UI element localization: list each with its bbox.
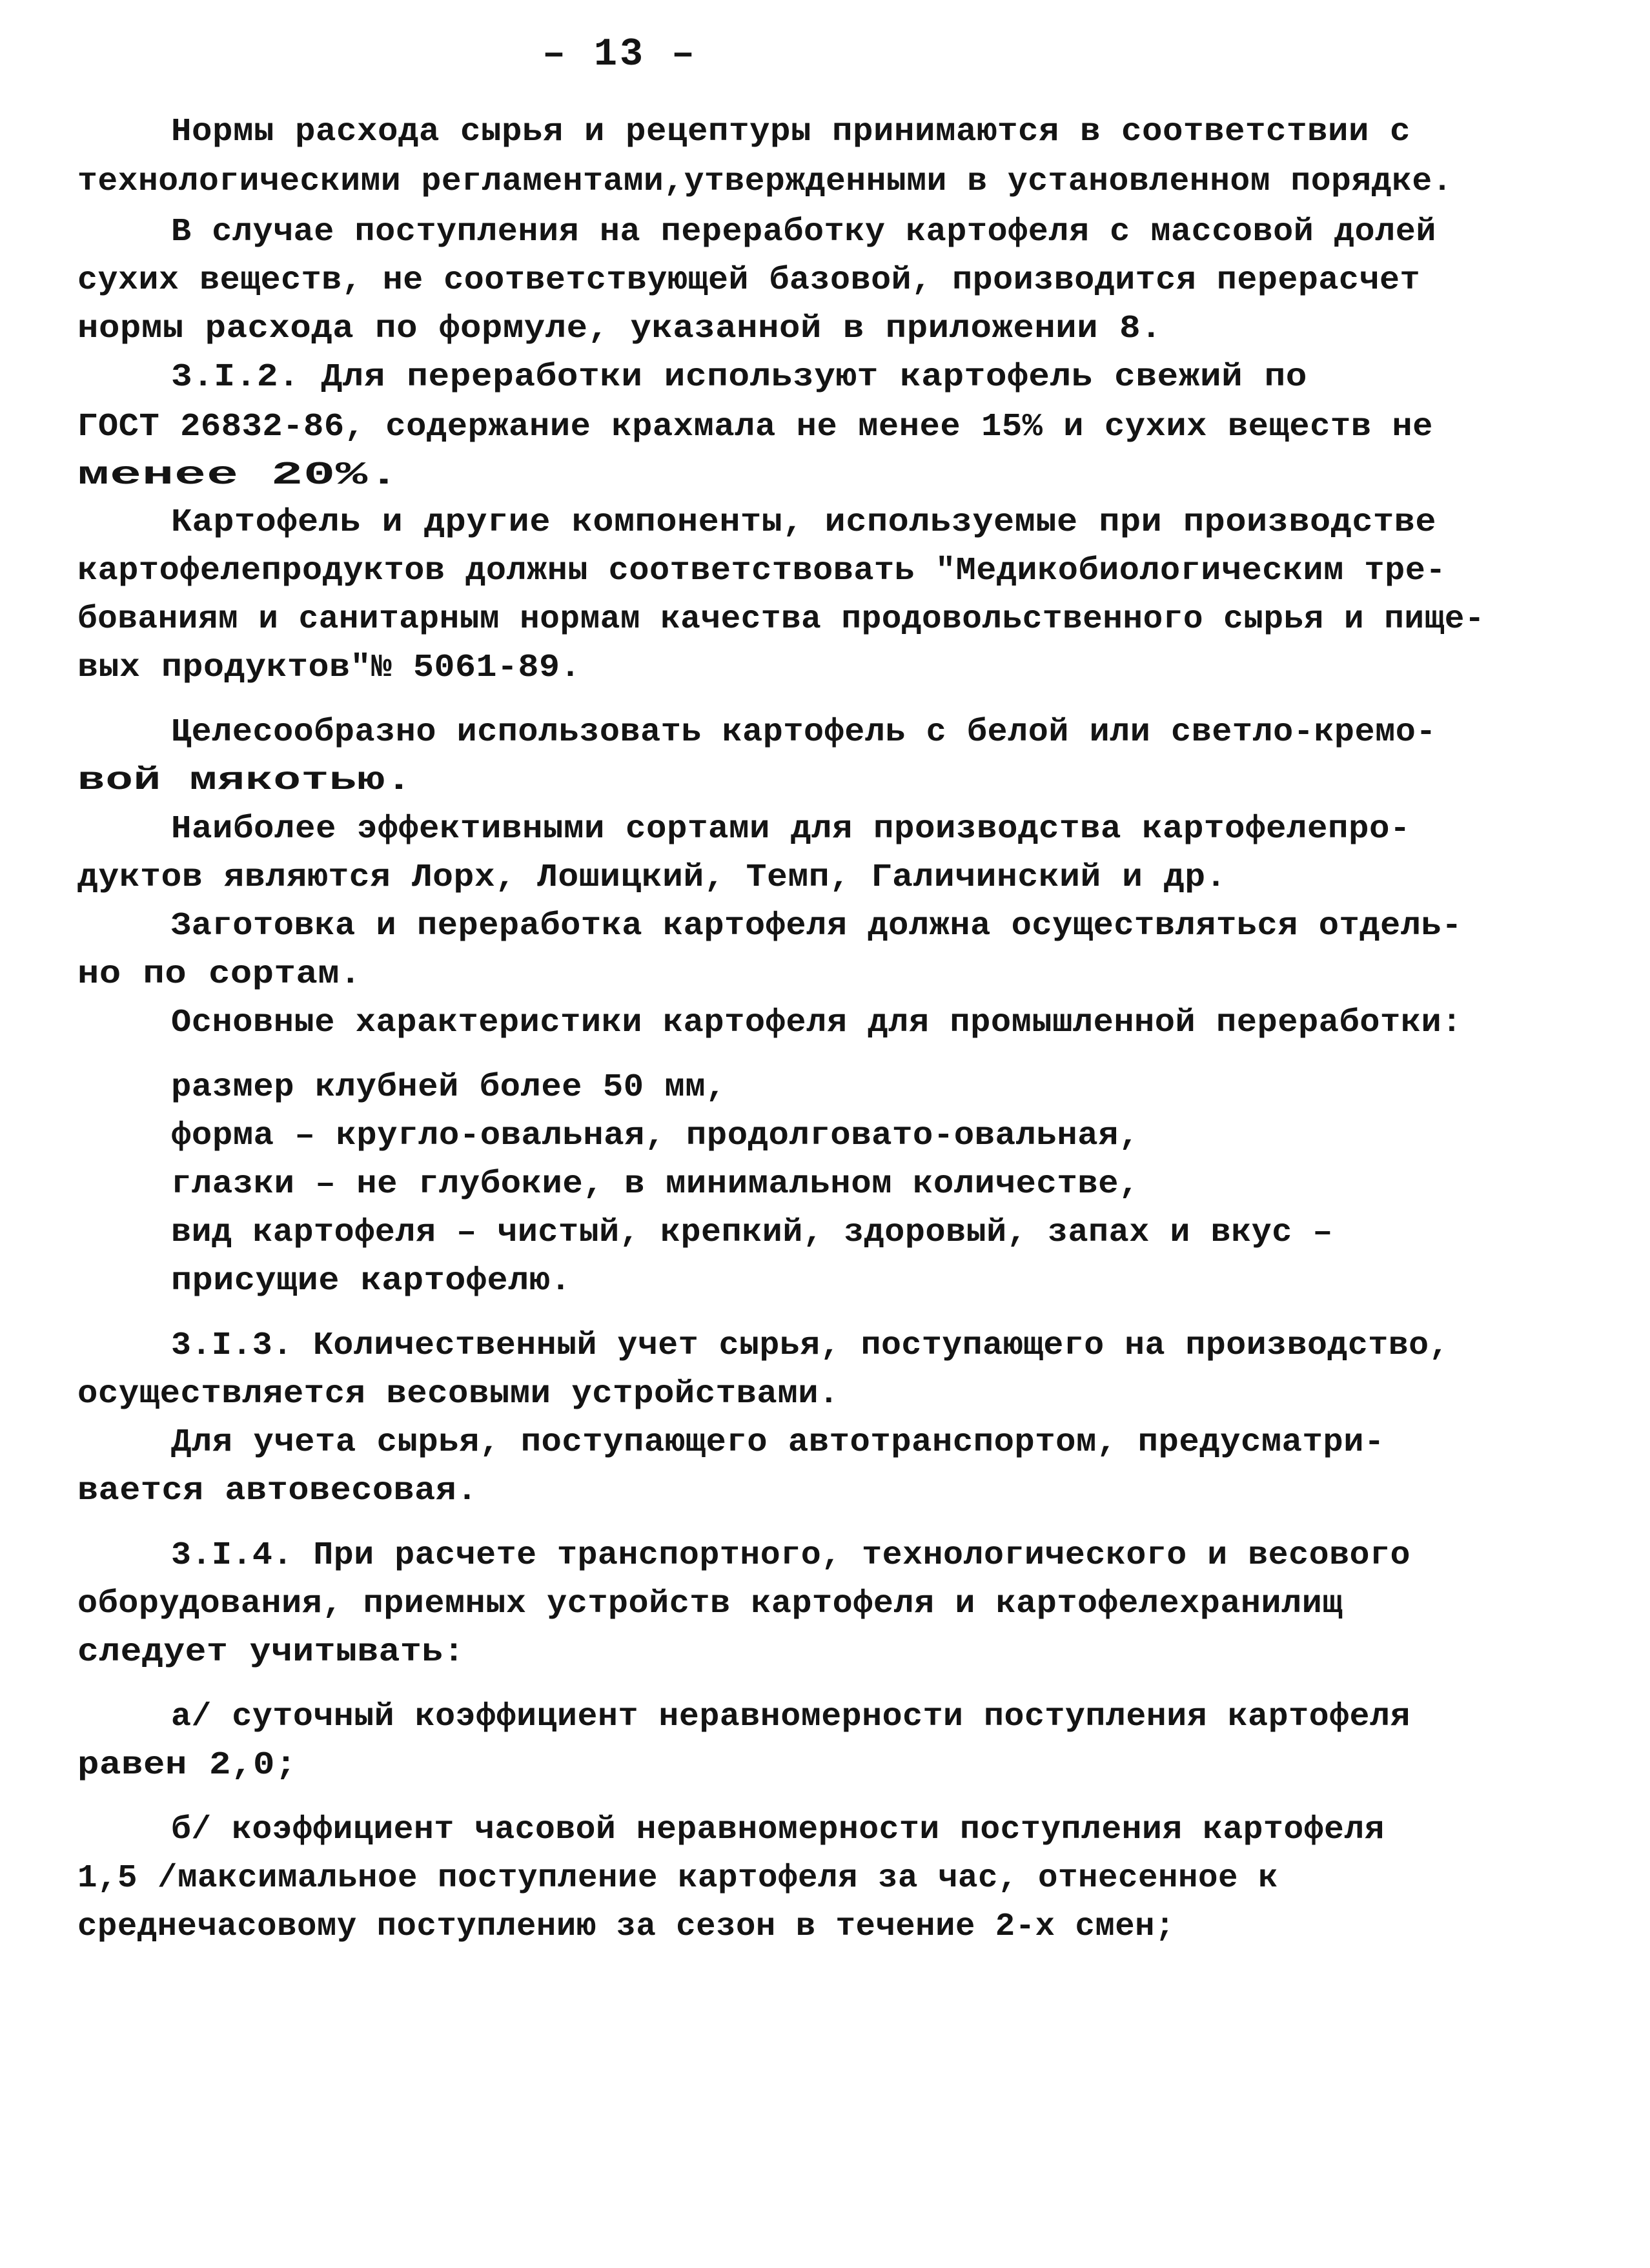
text-line: осуществляется весовыми устройствами. [77,1376,839,1413]
text-line: технологическими регламентами,утвержденными в установленном порядке. [77,163,1452,200]
text-line: среднечасовому поступлению за сезон в течение 2-х смен; [77,1908,1175,1945]
text-line: Нормы расхода сырья и рецептуры принимаются в соответствии с [171,114,1411,150]
text-line: картофелепродуктов должны соответствовать "Медикобиологическим тре- [77,553,1446,589]
text-line: присущие картофелю. [171,1263,571,1300]
text-line: оборудования, приемных устройств картофеля и картофелехранилищ [77,1586,1343,1622]
text-line: б/ коэффициент часовой неравномерности поступления картофеля [171,1812,1385,1848]
text-line: глазки – не глубокие, в минимальном количестве, [171,1166,1139,1203]
text-line: ГОСТ 26832-86, содержание крахмала не менее 15% и сухих веществ не [77,409,1433,445]
text-line: следует учитывать: [77,1634,465,1671]
text-line: менее 20%. [77,457,400,494]
text-line: нормы расхода по формуле, указанной в приложении 8. [77,311,1162,347]
text-line: размер клубней более 50 мм, [171,1069,726,1106]
text-line: Заготовка и переработка картофеля должна осуществляться отдель- [171,908,1462,945]
text-line: вых продуктов"№ 5061-89. [77,649,581,686]
text-line: Наиболее эффективными сортами для производства картофелепро- [171,811,1411,848]
text-line: В случае поступления на переработку картофеля с массовой долей [171,214,1436,250]
page-number: – 13 – [542,33,698,77]
text-line: 3.I.3. Количественный учет сырья, поступающего на производство, [171,1327,1449,1364]
text-line: 3.I.2. Для переработки используют картофель свежий по [171,359,1307,396]
text-line: вид картофеля – чистый, крепкий, здоровый, запах и вкус – [171,1214,1333,1251]
text-line: Основные характеристики картофеля для промышленной переработки: [171,1005,1462,1041]
text-line: равен 2,0; [77,1747,297,1784]
text-line: 1,5 /максимальное поступление картофеля за час, отнесенное к [77,1860,1278,1897]
text-line: вается автовесовая. [77,1473,478,1509]
text-line: вой мякотью. [77,762,413,799]
text-line: бованиям и санитарным нормам качества продовольственного сырья и пище- [77,601,1485,638]
text-line: 3.I.4. При расчете транспортного, технологического и весового [171,1537,1411,1574]
text-line: сухих веществ, не соответствующей базовой, производится перерасчет [77,262,1420,299]
text-line: но по сортам. [77,956,362,993]
text-line: Для учета сырья, поступающего автотранспортом, предусматри- [171,1424,1385,1461]
text-line: Целесообразно использовать картофель с белой или светло-кремо- [171,714,1436,751]
text-line: форма – кругло-овальная, продолговато-овальная, [171,1118,1139,1154]
text-line: а/ суточный коэффициент неравномерности поступления картофеля [171,1699,1411,1735]
text-line: дуктов являются Лорх, Лошицкий, Темп, Галичинский и др. [77,859,1227,896]
text-line: Картофель и другие компоненты, используемые при производстве [171,504,1436,541]
